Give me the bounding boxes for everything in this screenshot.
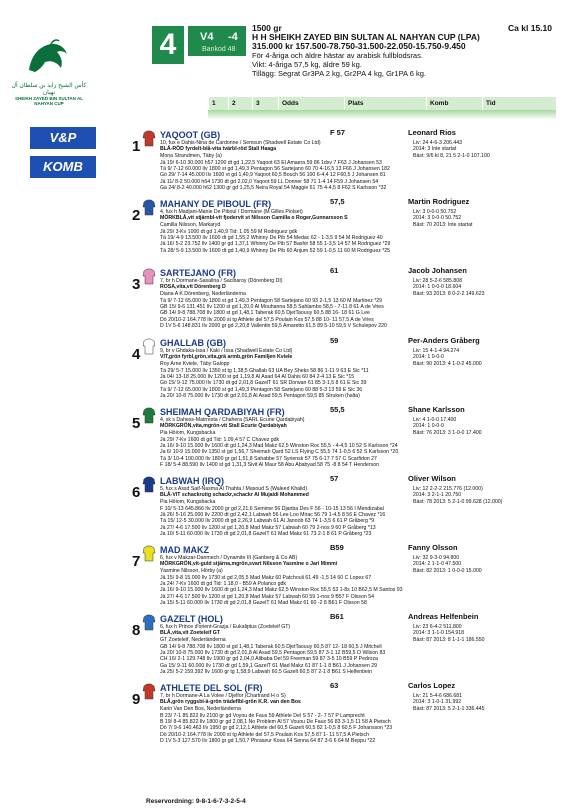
jockey-silk-icon — [142, 199, 156, 216]
start-row: Jä 27/ 4-6 17.500 Ilv 1200 st gd 1,20,8 Mad Makz 57 Labwah 60 79 2-nos 9 60 P Gråberg *13 — [160, 524, 376, 531]
horse-info — [160, 624, 410, 643]
logo-english-text: SHEIKH ZAYED BIN SULTAN AL NAHYAN CUP — [14, 96, 83, 106]
v4-leg: -4 — [228, 31, 238, 43]
start-row: Ja 16/ 9-10 15.000 Ilv 1600 dt gd 1,24,3 Mad Makz 62,5 Winston Roc 55,5 - 4-4,5 10 52 S Karlsson *24 — [160, 443, 398, 450]
horse-stat-line: 2014: 3 2-1-1 20.750 — [413, 492, 462, 499]
horse-info — [160, 209, 410, 228]
jockey-silk-icon — [142, 268, 156, 285]
jockey-name: Leonard Rios — [408, 128, 456, 137]
horse-entry — [132, 128, 558, 192]
horse-number: 9 — [132, 691, 141, 708]
horse-info-line: Yasmine Nilsson, Hörby (a) — [160, 567, 223, 574]
horse-stats — [413, 693, 567, 712]
start-row: B 23/ 7-1 85.822 Ilv 2100 gr gd Voyou de Faux 59 Athlete Del S 57 - 2- 7 57 P Lamprecht — [160, 712, 365, 719]
race-distance: 1500 gr — [252, 23, 282, 33]
start-row: Tä 15/ 12-5 30.000 Ilv 2000 dt gd 2,26,9 Labwah 61 Al Janoob 63 74 1-3,5 6 61 P Gråberg *9 — [160, 518, 375, 525]
start-row: Tä 19/ 4-9 13.500 Ilv 1600 dt gd 1,55,2 Whinny De Pib 54 Medac 62 - 1-3,5 9 54 M Rodriguez 40 — [160, 235, 383, 242]
start-row: GB 14/ 9-8 788.708 Ilv 1800 st gd 1,48,1 Taberak 60,5 DjetTaouuy 60,5 88 16- 18 61 G Lee — [160, 310, 370, 317]
horse-entry — [132, 405, 558, 469]
start-row: F 10/ 5-13 645.866 Ilv 2000 gr gd 2,21,6 Semime 56 Djanba Des F 56 - 10-15 13 56 I Mendizabal — [160, 505, 384, 512]
horse-info-line: Pia Höiom, Kungsbacka — [160, 429, 216, 436]
horse-info-line: 6, fux h Prince d'orient-Grazja / Eukaliptus (Zoeteleif GT) — [160, 624, 291, 630]
start-row: Tä 3/ 10-4 100.000 Ilv 1800 gr gd 1,51,8 Sahabbe 57 Syriensk 57 75 6-17 7 57 C Scarfidon 27 — [160, 455, 377, 462]
horse-logo-icon — [21, 36, 77, 80]
start-row: Jä 04/ 13-18 25.000 Ilv 1200 st gd 1,19,8 Al Asad 64 Al Dahis 60 84 2-4 13 E Sic *15 — [160, 374, 355, 381]
horse-starts — [160, 575, 558, 606]
horse-info-line: BLÅ-RÖD fyrdelt-blå-vita tvärbl-röd Stall Haaga — [160, 146, 277, 153]
race-time: Ca kl 15.10 — [508, 23, 552, 33]
horse-entry — [132, 681, 558, 745]
jockey-silk-icon — [142, 545, 156, 562]
start-row: Ja 10/ 5-11 60.000 Ilv 1730 dt gd 2,01,8 GazelT 61 Mad Makz 61 73 2-1 8 61 P Gråberg *23 — [160, 531, 372, 538]
start-row: B 19/ 8-4 85.822 Ilv 1800 gr gd 2,08,1 No Problem Al 57 Vouou De Faux 56 83 3-1,5 11 58 A Pietsch — [160, 719, 391, 726]
horse-number: 3 — [132, 276, 141, 293]
horse-stat-line: Liv: 15 4-1-4 94.274 — [413, 348, 460, 354]
horse-stat-line: Bäst: 90 2013: 4 1-0-2 45.000 — [413, 360, 482, 367]
col-plats: Plats — [344, 97, 426, 110]
start-row: Ja 24/ 7-Kv 1600 dt gd Tid: 1.18,0 - B59 A Polanco gdk — [160, 581, 287, 588]
jockey-silk-icon — [142, 407, 156, 424]
horse-name[interactable]: MAD MAKZ — [160, 545, 209, 555]
horse-stats — [413, 209, 567, 228]
horse-stat-line: Liv: 28 5-2-6 585.808 — [413, 278, 463, 284]
horse-stat-line: 2014: 3 1-1-0 154.918 — [413, 630, 465, 637]
logo-arabic-text: كأس الشيخ زايد بن سلطان آل نهيان — [11, 83, 87, 96]
start-row: Dö 20/10-2 164.778 Ilv 2000 st tg Athlete del 57,5 Poulain Kos 57,5 87 1- 11 57,5 A Pietsch — [160, 731, 369, 738]
horse-weight: 63 — [330, 681, 339, 690]
horse-stat-line: 2014: 1 0-0-0 — [413, 354, 444, 361]
horse-name[interactable]: SHEIMAH QARDABIYAH (FR) — [160, 407, 285, 417]
start-row: Tä 9/ 7-12 65.000 Ilv 1800 st gd 1,49,3 Pentagon 58 Sartejano 60 88 5-3 13 59 E Sic 36 — [160, 386, 363, 393]
horse-info-line: 10, fux e Dahis-Nina de Cardonne / Semsun (Shadwell Estate Co Ltd) — [160, 140, 321, 146]
horse-entry — [132, 197, 558, 254]
jockey-name: Carlos Lopez — [408, 681, 456, 690]
col-odds: Odds — [278, 97, 344, 110]
horse-info — [160, 693, 410, 712]
horse-name[interactable]: SARTEJANO (FR) — [160, 268, 236, 278]
horse-info-line: Camilla Nilsson, Markaryd — [160, 221, 221, 228]
horse-info-line: 7, br h Dormane-Sasalina / Sacibaroy (Dörenberg DI) — [160, 278, 283, 284]
horse-info-line: BLÅ,grön ryggsbl-ä-grön trädeflbl-grön K.R. van den Bos — [160, 699, 301, 706]
start-row: Ja 6/ 10-9 15.000 Ilv 1350 st gd 1,56,7 Sheimah Qard 52 LS Flying C 55,5 74 1-0,5 6 52 S Karlsson *20 — [160, 449, 399, 456]
jockey-silk-icon — [142, 130, 156, 147]
start-row: Jä 19/ 6-10 30.000 h57 1200 dt gd 1,22,5 Yaqoot 63 El Amaera 59 86 1dsv 7 F63 J Johansen 53 — [160, 159, 382, 166]
horse-info — [160, 417, 410, 436]
start-row: Jä 29/ 3-Kv 1000 dt gd 1,40,9 Tid: 1.05 59 M Rodriguez gdk — [160, 228, 298, 235]
komb-badge: KOMB — [30, 156, 96, 178]
horse-entry — [132, 266, 558, 330]
horse-starts — [160, 368, 558, 399]
start-row: Jä 26/ 5-16 25.000 Ilv 2200 dt gd 2,42,1 Labwah 56 Lee Loo Mirac 56 79 1-4,5 8 56 E Chavez *16 — [160, 512, 386, 519]
horse-info-line: 4, fux h Madjani-Manie De Piboul / Dormane (M Gilles Piolset) — [160, 209, 303, 215]
horse-stats — [413, 555, 567, 574]
horse-info — [160, 348, 410, 367]
start-row: Jä 16/ 9-10 15.000 Ilv 1600 dt gd 1,24,3 Mad Makz 62,5 Winston Roc 55,5 53 1-8s 10 B62,5 M Santos 93 — [160, 587, 403, 594]
jockey-silk-icon — [142, 338, 156, 355]
horse-stats — [413, 140, 567, 159]
horse-info-line: MÖRKBLÅ,vit stjärnbl-vit fjodervit st Nilsson Camilla o Roger,Gunnarsson S — [160, 215, 348, 222]
horse-stat-line: Liv: 32 9-3-0 94.800 — [413, 555, 460, 561]
col-tid: Tid — [482, 97, 556, 110]
horse-weight: 59 — [330, 336, 339, 345]
start-row: Ja 20/ 10-8 75.000 Ilv 1730 dt gd 2,01,8 Al Asad 59,5 Pentagon 59,5 85 Struken (halta) — [160, 393, 360, 400]
horse-weight: 57 — [330, 474, 339, 483]
start-row: Tä 9/ 7-12 65.000 Ilv 1800 st gd 1,49,3 Pentagon 58 Sartejano 60 93 2-1,5 13 60 M Martinez *29 — [160, 297, 383, 304]
horse-stat-line: Bäst: 70 2013: Inte startat — [413, 221, 473, 228]
jockey-name: Shane Karlsson — [408, 405, 465, 414]
horse-info-line: GT Zoeteleif, Nederländerna — [160, 636, 226, 643]
horse-name[interactable]: LABWAH (IRQ) — [160, 476, 224, 486]
race-addition: Tillägg: Segrat Gr3PA 2 kg, Gr2PA 4 kg, Gr1PA 6 kg. — [252, 69, 426, 78]
start-row: Jä 29/ 7-Kv 1600 dt gd Tid: 1.09,4 57 C Chavez gdk — [160, 436, 280, 443]
horse-info-line: Karin Van Den Bos, Nederländerna — [160, 705, 241, 712]
start-row: Gö 29/ 7-14 45.000 Ilv 1600 vt gd 1,40,9 Yaqoot 60,5 Bouch 56 100 6-4,4 12 F60,5 J Johansen 81 — [160, 172, 386, 179]
horse-info-line: 6, fux v Makzar-Danmech / Dynamite III (Ganberg & Co AB) — [160, 555, 298, 561]
horse-starts — [160, 506, 558, 537]
jockey-silk-icon — [142, 683, 156, 700]
horse-info — [160, 278, 410, 297]
horse-info-line: VIT,grön fyrbl,grön,vita,grä armb,grön Familjen Kviele — [160, 354, 293, 361]
start-row: Jä 27/ 4-6 17.500 Ilv 1200 st gd 1,20,8 Mad Makz 57 Labwah 60 59 1-nos 9 B57 F Olsson 54 — [160, 593, 374, 600]
horse-info-line: Diana A K Dörenberg, Nederländerna — [160, 290, 246, 297]
horse-info-line: 7, br h Dormane-A La Volee / Djelfor (Chartrand H o S) — [160, 693, 286, 699]
horse-number: 2 — [132, 207, 141, 224]
horse-weight: 55,5 — [330, 405, 345, 414]
start-row: GB 15/ 9-6 131.451 Ilv 1200 st gd 1,20,0 Al Mouhanna 58,5 Sahlambo 58,5 - 7-11 8 61 A de Vries — [160, 304, 384, 311]
horse-name[interactable]: GHALLAB (GB) — [160, 338, 226, 348]
horse-info-line: 4, sk s Dahess-Matrresta / Chahera (SARL Ecurie Qardabiyah) — [160, 417, 305, 423]
column-header-bar — [208, 97, 556, 110]
horse-entry — [132, 474, 558, 538]
start-row: F 18/ 5-4 88.590 Ilv 1400 st gd 1,31,3 Sivit Al Maur 58 Abu Ababyad 58 75 -8 8 54 T Henderson — [160, 462, 379, 469]
race-number: 4 — [152, 26, 184, 64]
horse-stats — [413, 278, 567, 297]
v4-label: V4 — [200, 31, 214, 43]
start-row: Jä 11/ 8-2 50.000 h64 1730 dt gd 2,02,0 Yaqoot 59 LL Donner 58 71 1-4 14 F59 J Johansen 54 — [160, 178, 379, 185]
jockey-name: Fanny Olsson — [408, 543, 458, 552]
horse-weight: 57,5 — [330, 197, 345, 206]
start-row: Jä 15/ 9-8 15.000 Ilv 1730 st gd 2,05,5 Mad Makz 60 Patchouli 61 49 -1,5 14 60 C Lopez 67 — [160, 574, 372, 581]
horse-info-line: BLÅ-VIT schackrutig schackr,schackr Al Mujaidi Mohammed — [160, 492, 309, 499]
horse-starts — [160, 160, 558, 191]
horse-number: 8 — [132, 622, 141, 639]
horse-info — [160, 486, 410, 505]
horse-number: 4 — [132, 346, 141, 363]
horse-weight: 61 — [330, 266, 339, 275]
jockey-name: Martin Rodriguez — [408, 197, 470, 206]
horse-stat-line: Liv: 4 1-0-0 17.400 — [413, 417, 457, 423]
horse-name[interactable]: GAZELT (HOL) — [160, 614, 223, 624]
horse-info-line: Mona Strandmen, Täby (a) — [160, 152, 222, 159]
horse-info-line: Pia Höiom, Kungsbacka — [160, 498, 216, 505]
horse-starts — [160, 437, 558, 468]
horse-stat-line: Bäst: 87 2013: 8 1-1-1 186.550 — [413, 636, 485, 643]
start-row: Ja 15/ 5-11 60.000 Ilv 1730 dt gd 2,01,8 GazelT 61 Mad Makz 61 60 -2 8 B61 F Olsson 58 — [160, 600, 367, 607]
bankod-label: Bankod 48 — [188, 44, 246, 56]
horse-stat-line: 2014: 2 1-1-0 47.500 — [413, 561, 462, 568]
horse-weight: B59 — [330, 543, 344, 552]
horse-info-line: 5, fux s Assd Saif-Nasma Al Thahta / Masoud S (Waleed Khalid) — [160, 486, 308, 492]
horse-weight: B61 — [330, 612, 344, 621]
horse-number: 5 — [132, 415, 141, 432]
horse-number: 1 — [132, 138, 141, 155]
horse-stat-line: Liv: 3 0-0-0 50.752 — [413, 209, 457, 215]
horse-weight: F 57 — [330, 128, 346, 137]
horse-starts — [160, 713, 558, 744]
start-row: Dö 7/ 9-6 140.463 Ilv 1950 gr gd 2,12,1 Athlete del 60,5 Gazelt 60,5 82 1-0,5 8 60,5 F Johansson *23 — [160, 725, 393, 732]
col-1: 1 — [208, 97, 228, 110]
horse-stat-line: Bäst: 76 2013: 3 1-0-0 17.400 — [413, 429, 482, 436]
start-row: Ja 20/ 10-8 75.000 Ilv 1730 dt gd 2,01,8 Al Asad 59,5 Pentagon 59,5 87 3-1 12 B59,5 O Wilson 83 — [160, 650, 386, 657]
horse-stat-line: 2014: 3 Inte startat — [413, 146, 457, 153]
horse-info-line: ROSA,vita,vit Dörenberg D — [160, 284, 226, 291]
horse-name[interactable]: MAHANY DE PIBOUL (FR) — [160, 199, 272, 209]
horse-entry — [132, 612, 558, 676]
horse-stat-line: Bäst: 87 2013: 5 2-1-1 336.445 — [413, 705, 485, 712]
horse-name[interactable]: ATHLETE DEL SOL (FR) — [160, 683, 263, 693]
col-2: 2 — [228, 97, 252, 110]
horse-stat-line: Liv: 24 4-6-3 206.443 — [413, 140, 463, 146]
horse-stats — [413, 348, 567, 367]
horse-number: 7 — [132, 553, 141, 570]
reserve-order: Reservordning: 9-8-1-6-7-3-2-5-4 — [146, 798, 246, 805]
race-prize: 315.000 kr 157.500-78.750-31.500-22.050-15.750-9.450 — [252, 41, 466, 51]
start-row: Tä 9/ 7-12 60.000 Ilv 1800 st gd 1,49,3 Pentagon 56 Sartejano 60 70 4-16,5 13 F66 J Johansen 182 — [160, 166, 390, 173]
start-row: D 1V 5-3 127.570 Ilv 1800 gr gd 1,50,7 Phraseur Kosa 64 Senna 64 87 3-6 6 64 M Beppu *22 — [160, 738, 376, 745]
start-row: Tä 28/ 5-9 13.500 Ilv 1600 dt gd 1,40,9 Whinny De Pib 60 Anjum 52 59 1-0,5 11 60 M Rodriguez *25 — [160, 247, 391, 254]
horse-stat-line: Liv: 12 2-2-2 215.776 (12.000) — [413, 486, 483, 492]
horse-stat-line: Liv: 21 5-4-6 686.681 — [413, 693, 463, 699]
race-weight: Vikt: 4-åriga 57,5 kg, äldre 59 kg. — [252, 60, 362, 69]
horse-entry — [132, 336, 558, 400]
fill-in-bar — [208, 110, 556, 120]
horse-stats — [413, 417, 567, 436]
horse-stat-line: 2014: 3 1-0-1 31.992 — [413, 699, 462, 706]
race-logo — [6, 36, 92, 108]
start-row: Gö 15/ 9-12 75.000 Ilv 1730 dt gd 2,01,8 GazelT 61 SR Dorwan 61 85 3-1,5 8 61 E Sic 39 — [160, 380, 367, 387]
horse-stat-line: Liv: 23 6-4-2 511.800 — [413, 624, 462, 630]
horse-entry — [132, 543, 558, 607]
start-row: GB 14/ 9-8 788.708 Ilv 1800 st gd 1,48,1 Taberak 60,5 DjetTaouuy 60,5 87 12- 18 60,5 J Mitchell — [160, 643, 382, 650]
horse-stat-line: 2014: 1 0-0-0 18.604 — [413, 284, 462, 291]
start-row: Tä 29/ 5-7 15.000 Ilv 1350 st tg 1,38,5 Ghallab 63 UA Bey Sheks 58 86 1-11 9 63 E Sic *11 — [160, 367, 369, 374]
horse-stat-line: 2014: 3 0-0-0 50.752 — [413, 215, 462, 222]
jockey-name: Andreas Helfenbein — [408, 612, 479, 621]
race-header — [252, 24, 552, 78]
horse-stat-line: Bäst: 9/6 kl 8, 21 5 2-1-0 107.100 — [413, 152, 490, 159]
horse-info-line: MÖRKGRÖN,vita,mgrön-vit Stall Ecurie Qardabiyah — [160, 423, 287, 430]
start-row: Gä 24/ 8-2 40.000 h62 1300 gr gd 1,25,5 Neira Royal 54 Maggie 61 75 4-4,5 8 F62 S Karlsson *32 — [160, 185, 387, 192]
horse-info — [160, 555, 410, 574]
start-row: Dö 20/10-2 164.778 Ilv 2000 st tg Athlete del 57,5 Poulain Kos 57,5 88 10- 11 57,5 A de Vries — [160, 316, 374, 323]
start-row: CH 16/ 2-1 129.748 Ilv 1900 gr gd 2,04,0 Alibaba Del 59 Freeman 59 87 3-5 10 B59 P Pedroza — [160, 656, 378, 663]
horse-starts — [160, 229, 558, 254]
horse-number: 6 — [132, 484, 141, 501]
horse-starts — [160, 298, 558, 329]
horse-info-line: 9, br v Ghdaka-Issa / Kaki / Issa (Shadwell Estate Co Ltd) — [160, 348, 293, 354]
jockey-silk-icon — [142, 614, 156, 631]
horse-info-line: MÖRKGRÖN,vit-guld stjärna,mgrön,svart Nilsson Yasmine o Jari Mimmi — [160, 561, 338, 568]
horse-stat-line: Bäst: 82 2013: 1 0-0-0 15.000 — [413, 567, 482, 574]
start-row: Ja 25/ 5-2 159.392 Ilv 1600 gr tg 1,58,9 Labwah 60,5 Gazelt 60,5 87 2-1 8 B61 S Helfenbein — [160, 669, 372, 676]
jockey-name: Per-Anders Gråberg — [408, 336, 480, 345]
race-title: H H SHEIKH ZAYED BIN SULTAN AL NAHYAN CUP (LPA) — [252, 32, 480, 42]
col-3: 3 — [252, 97, 278, 110]
col-komb: Komb — [426, 97, 482, 110]
jockey-name: Jacob Johansen — [408, 266, 467, 275]
vp-badge: V&P — [30, 127, 96, 149]
start-row: Ga 15/ 9-11 60.000 Ilv 1730 dt gd 1,59,1 GazelT 61 Mad Makz 61 87 1-1 8 B61 J Johansen 29 — [160, 662, 377, 669]
horse-info-line: BLÅ,vita,vit Zoeteleif GT — [160, 630, 220, 637]
jockey-silk-icon — [142, 476, 156, 493]
horse-stats — [413, 486, 567, 505]
start-row: Jä 16/ 5-2 23.752 Ilv 1400 gr gd 1,37,1 Whinny De Pib 57 Bashir 58 55 1-3,5 14 57 M Rodriguez *29 — [160, 241, 391, 248]
horse-stat-line: 2014: 1 0-0-0 — [413, 423, 444, 430]
horse-name[interactable]: YAQOOT (GB) — [160, 130, 221, 140]
race-conditions: För 4-åriga och äldre hästar av arabisk fullblodsras. — [252, 51, 423, 60]
horse-stats — [413, 624, 567, 643]
jockey-name: Oliver Wilson — [408, 474, 456, 483]
horse-stat-line: Bäst: 93 2013: 8 0-2-2 149.623 — [413, 290, 485, 297]
horse-starts — [160, 644, 558, 675]
start-row: D 1V 5-6 148.831 Ilv 2000 gr gd 2,20,8 Vallentin 59,5 Amaretto 61,5 89 5-10 59,5 V Schulepov 220 — [160, 323, 387, 330]
horse-info — [160, 140, 410, 159]
horse-info-line: Roy Arne Kviele, Täby Galopp — [160, 360, 230, 367]
horse-stat-line: Bäst: 78 2013: 5 2-1-0 99.628 (12.000) — [413, 498, 503, 505]
